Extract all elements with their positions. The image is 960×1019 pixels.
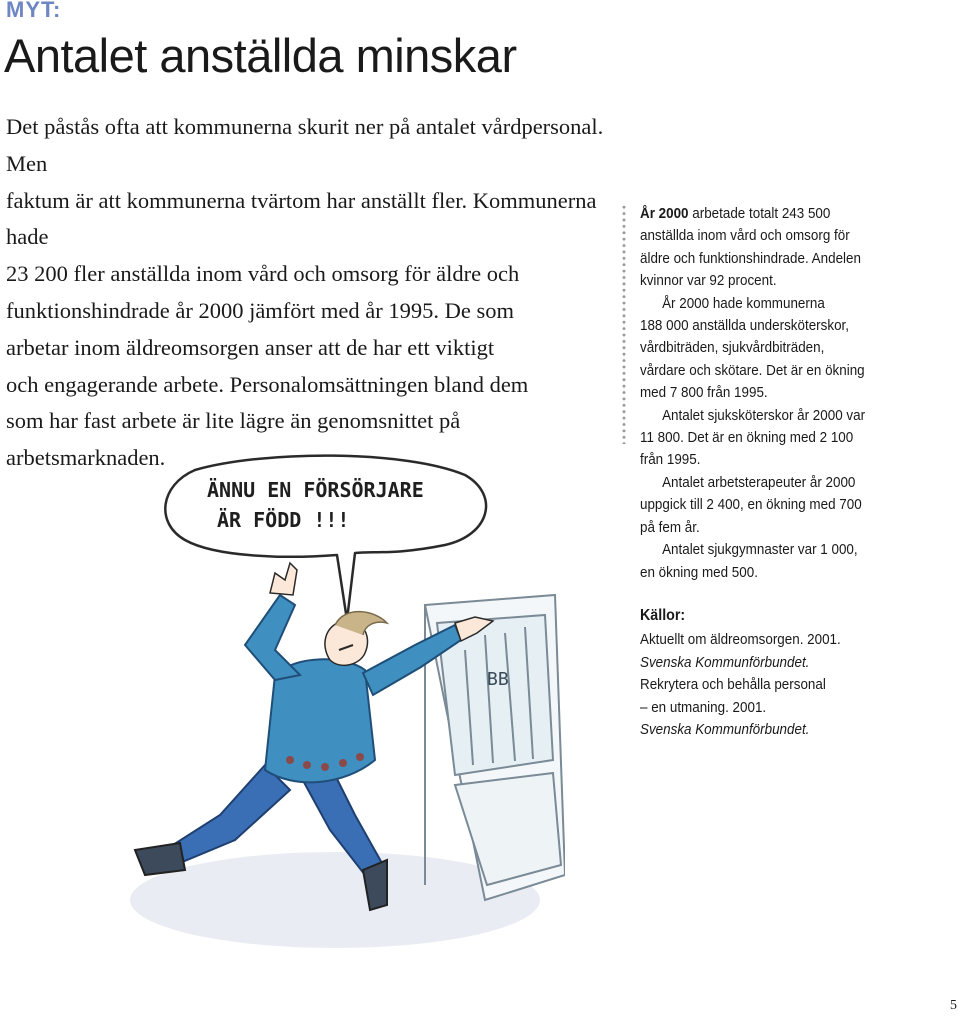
body-line: faktum är att kommunerna tvärtom har anställt fler. Kommunerna hade	[6, 187, 597, 250]
facts-line: på fem år.	[640, 519, 700, 536]
body-line: som har fast arbete är lite lägre än genomsnittet på	[6, 408, 461, 434]
facts-line: 188 000 anställda undersköterskor,	[640, 318, 849, 335]
body-line: arbetsmarknaden.	[6, 445, 166, 471]
source-line	[640, 719, 944, 741]
source-line: Rekrytera och behålla personal	[640, 677, 826, 694]
facts-line: kvinnor var 92 procent.	[640, 273, 777, 290]
facts-line: År 2000 hade kommunerna	[662, 295, 825, 312]
facts-line: anställda inom vård och omsorg för	[640, 228, 850, 245]
facts-year-bold: År 2000	[640, 206, 689, 222]
facts-line: äldre och funktionshindrade. Andelen	[640, 250, 861, 267]
facts-line: Antalet arbetsterapeuter år 2000	[662, 474, 856, 491]
facts-line: 11 800. Det är en ökning med 2 100	[640, 430, 854, 447]
facts-line: vårdare och skötare. Det är en ökning	[640, 362, 865, 379]
page-number: 5	[950, 998, 957, 1013]
facts-line: Antalet sjuksköterskor år 2000 var	[662, 407, 866, 424]
door-sign: BB	[487, 669, 509, 690]
myth-label: MYT:	[6, 0, 62, 22]
source-line	[640, 652, 944, 674]
speech-line-1: ÄNNU EN FÖRSÖRJARE	[207, 478, 424, 502]
man-head	[325, 612, 387, 666]
facts-line: Antalet sjukgymnaster var 1 000,	[662, 542, 858, 559]
source-publisher: Svenska Kommunförbundet.	[640, 722, 810, 739]
cartoon-illustration	[125, 445, 565, 955]
intro-paragraph	[6, 109, 606, 477]
facts-line: vårdbiträden, sjukvårdbiträden,	[640, 340, 825, 357]
body-line: och engagerande arbete. Personalomsättningen bland dem	[6, 371, 529, 397]
facts-line: uppgick till 2 400, en ökning med 700	[640, 497, 862, 514]
speech-line-2: ÄR FÖDD !!!	[217, 508, 350, 532]
facts-sidebar	[640, 203, 955, 584]
body-line: arbetar inom äldreomsorgen anser att de har ett viktigt	[6, 334, 495, 360]
page-title: Antalet anställda minskar	[4, 29, 517, 82]
body-line: 23 200 fler anställda inom vård och omsorg för äldre och	[6, 261, 520, 287]
sources-heading: Källor:	[640, 607, 686, 624]
sources-block	[640, 605, 944, 741]
dotted-divider	[621, 204, 627, 444]
source-publisher: Svenska Kommunförbundet.	[640, 654, 810, 671]
facts-paragraph-1	[640, 203, 955, 225]
body-line: funktionshindrade år 2000 jämfört med år 1995. De som	[6, 297, 515, 323]
source-line: Aktuellt om äldreomsorgen. 2001.	[640, 632, 841, 649]
facts-line: från 1995.	[640, 452, 701, 469]
body-line: Det påstås ofta att kommunerna skurit ner på antalet vårdpersonal. Men	[6, 114, 604, 176]
facts-line: med 7 800 från 1995.	[640, 385, 768, 402]
facts-line: arbetade totalt 243 500	[688, 206, 831, 222]
facts-line: en ökning med 500.	[640, 564, 758, 581]
source-line: – en utmaning. 2001.	[640, 699, 767, 716]
